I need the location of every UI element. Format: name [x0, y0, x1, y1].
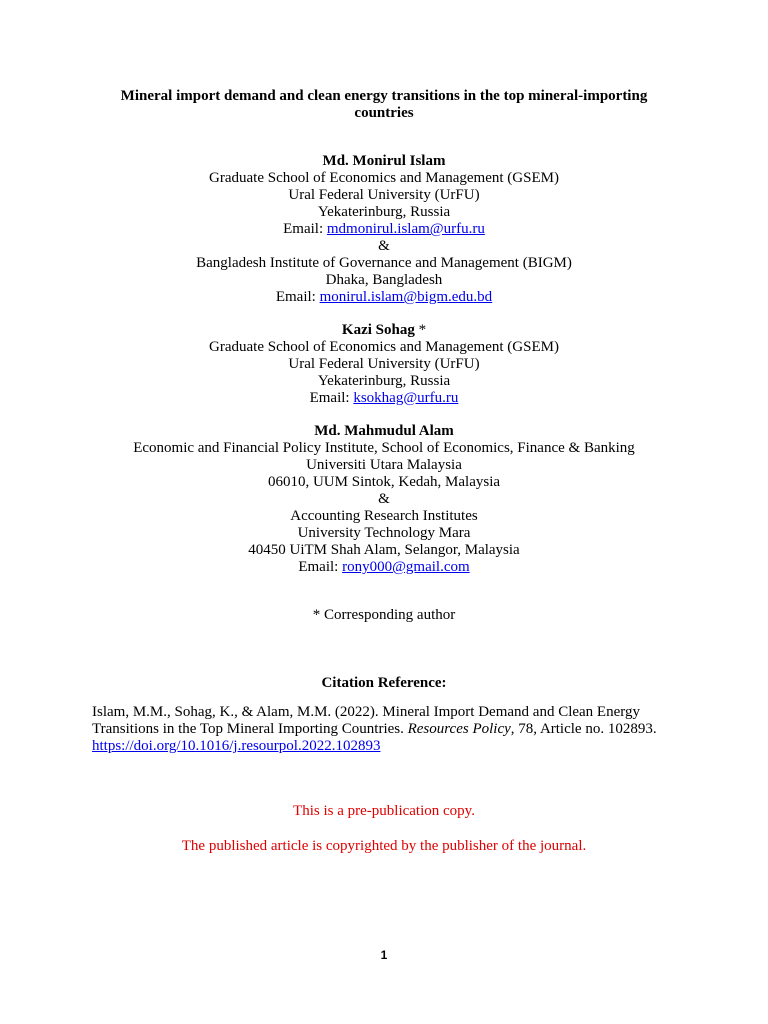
- affiliation-line: Yekaterinburg, Russia: [317, 373, 451, 389]
- affiliation-line: Graduate School of Economics and Management (GSEM): [209, 170, 559, 186]
- author-name: Md. Monirul Islam: [322, 153, 446, 169]
- author-name: Md. Mahmudul Alam: [314, 423, 454, 439]
- email-link[interactable]: ksokhag@urfu.ru: [353, 390, 459, 406]
- corresponding-marker: *: [414, 322, 427, 338]
- affiliation-line: Economic and Financial Policy Institute, School of Economics, Finance & Banking: [133, 440, 635, 456]
- title-line-2: countries: [354, 105, 414, 121]
- affiliation-line: Yekaterinburg, Russia: [317, 204, 451, 220]
- citation-text: , 78, Article no. 102893.: [510, 721, 657, 737]
- author-block-3: [0, 423, 768, 576]
- citation-heading: Citation Reference:: [321, 675, 447, 691]
- email-label: Email:: [309, 390, 354, 406]
- affiliation-line: Graduate School of Economics and Management (GSEM): [209, 339, 559, 355]
- ampersand: &: [378, 491, 390, 507]
- copyright-notice: The published article is copyrighted by the publisher of the journal.: [181, 838, 587, 854]
- email-line: [0, 289, 768, 306]
- email-label: Email:: [275, 289, 320, 305]
- citation-reference: [92, 704, 676, 755]
- email-link[interactable]: mdmonirul.islam@urfu.ru: [326, 221, 485, 237]
- citation-text: Transitions in the Top Mineral Importing Countries.: [92, 721, 408, 737]
- doi-link[interactable]: https://doi.org/10.1016/j.resourpol.2022.102893: [92, 738, 381, 754]
- journal-name: Resources Policy: [407, 721, 511, 737]
- page-number: 1: [380, 948, 388, 962]
- affiliation-line: Dhaka, Bangladesh: [325, 272, 443, 288]
- email-label: Email:: [283, 221, 327, 237]
- title-line-1: Mineral import demand and clean energy transitions in the top mineral-importing: [120, 88, 648, 104]
- author-name-line: [0, 322, 768, 339]
- author-block-2: [0, 322, 768, 407]
- affiliation-line: 40450 UiTM Shah Alam, Selangor, Malaysia: [248, 542, 520, 558]
- email-label: Email:: [298, 559, 343, 575]
- email-link[interactable]: monirul.islam@bigm.edu.bd: [319, 289, 493, 305]
- corresponding-author-note: * Corresponding author: [312, 607, 456, 623]
- affiliation-line: Ural Federal University (UrFU): [288, 356, 480, 372]
- email-line: [0, 221, 768, 238]
- email-link[interactable]: rony000@gmail.com: [342, 559, 470, 575]
- affiliation-line: Bangladesh Institute of Governance and Management (BIGM): [196, 255, 572, 271]
- citation-line-2: [92, 721, 676, 738]
- email-line: [0, 559, 768, 576]
- affiliation-line: Accounting Research Institutes: [290, 508, 478, 524]
- affiliation-line: 06010, UUM Sintok, Kedah, Malaysia: [267, 474, 501, 490]
- author-block-1: [0, 153, 768, 306]
- paper-title: [0, 88, 768, 122]
- affiliation-line: University Technology Mara: [297, 525, 471, 541]
- affiliation-line: Universiti Utara Malaysia: [306, 457, 462, 473]
- ampersand: &: [378, 238, 390, 254]
- affiliation-line: Ural Federal University (UrFU): [288, 187, 480, 203]
- author-name: Kazi Sohag: [341, 322, 415, 338]
- citation-line-1: Islam, M.M., Sohag, K., & Alam, M.M. (2022). Mineral Import Demand and Clean Energy: [92, 704, 640, 720]
- prepublication-notice: This is a pre-publication copy.: [293, 803, 475, 819]
- email-line: [0, 390, 768, 407]
